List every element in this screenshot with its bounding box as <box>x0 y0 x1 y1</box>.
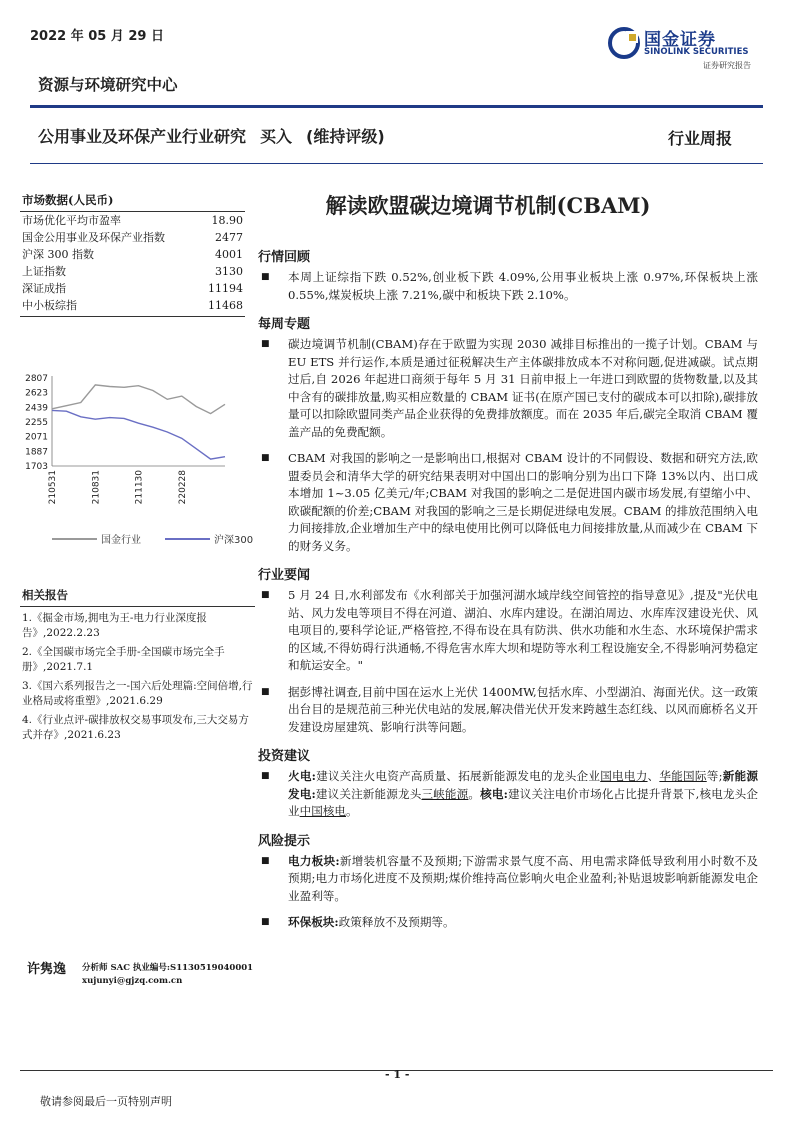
y-tick-label: 2255 <box>25 418 48 428</box>
market-label: 沪深 300 指数 <box>22 248 94 261</box>
y-tick-label: 2623 <box>25 388 48 399</box>
topic-paragraph <box>258 450 758 555</box>
x-tick-label: 210831 <box>91 470 102 505</box>
section-heading-invest: 投资建议 <box>258 749 311 764</box>
paragraph-text <box>288 853 758 906</box>
risk-paragraph <box>258 914 758 932</box>
nuclear-end: 。 <box>346 804 358 818</box>
bullet-icon: ■ <box>261 686 270 697</box>
new-energy-text: 建议关注新能源龙头 <box>315 786 422 801</box>
rating-note: (维持评级) <box>306 127 385 146</box>
market-row <box>20 246 245 263</box>
report-title: 解读欧盟碳边境调节机制(CBAM) <box>325 193 651 218</box>
related-item[interactable]: 3.《国六系列报告之一-国六后处理篇:空间倍增,行业格局或将重塑》,2021.6.29 <box>22 680 253 707</box>
chart-legend <box>52 531 253 546</box>
paragraph-text: 本周上证综指下跌 0.52%,创业板下跌 4.09%,公用事业板块上涨 0.97%,环保板块上涨 0.55%,煤炭板块上涨 7.21%,碳中和板块下跌 2.10%。 <box>288 270 758 302</box>
fire-end: 等; <box>706 769 723 783</box>
paragraph-text <box>288 768 758 821</box>
market-data-panel <box>20 190 245 317</box>
legend-label-industry: 国金行业 <box>101 535 141 546</box>
legend-label-hs300: 沪深300 <box>214 535 254 546</box>
market-label: 深证成指 <box>22 282 66 295</box>
x-tick-label: 210531 <box>48 470 58 505</box>
related-item[interactable]: 2.《全国碳市场完全手册-全国碳市场完全手册》,2021.7.1 <box>22 646 225 673</box>
logo-sub: 证券研究报告 <box>703 61 751 70</box>
logo-en: SINOLINK SECURITIES <box>644 47 749 57</box>
market-data-end <box>20 316 245 317</box>
market-row <box>20 212 245 229</box>
risk-paragraph <box>258 853 758 906</box>
page-number: - 1 - <box>385 1068 410 1081</box>
paragraph-text: CBAM 对我国的影响之一是影响出口,根据对 CBAM 设计的不同假设、数据和研究方法,欧盟委员会和清华大学的研究结果表明对中国出口的影响分别为出口下降 13%以内、出口成本增加 1~3.05 亿美元/年;CBAM 对我国的影响之二是促进国内碳市场发展,有望缩小中、欧碳配额的价差;CBAM 对我国的影响之三是长期促进绿电发展。CBAM 的排放范围纳入电力间接排放,企业增加生产中的绿电使用比例可以降低电力间接排放量,从而减少在 CBAM 下的财务义务。 <box>288 451 758 553</box>
topic-paragraph <box>258 336 758 441</box>
market-data-title: 市场数据(人民币) <box>20 190 245 212</box>
author-email[interactable]: xujunyi@gjzq.com.cn <box>82 976 183 986</box>
market-value: 11468 <box>208 299 243 312</box>
research-center: 资源与环境研究中心 <box>38 75 178 94</box>
bullet-icon: ■ <box>261 453 270 463</box>
related-item[interactable]: 1.《掘金市场,拥电为王-电力行业深度报告》,2022.2.23 <box>22 612 207 639</box>
bullet-icon: ■ <box>261 855 270 866</box>
separator: 、 <box>647 769 660 783</box>
section-heading-topic: 每周专题 <box>258 317 311 332</box>
header-divider <box>30 105 763 108</box>
disclaimer: 敬请参阅最后一页特别声明 <box>40 1095 172 1108</box>
market-row <box>20 280 245 297</box>
x-tick-label: 211130 <box>134 470 145 505</box>
legend-swatch-industry <box>52 538 97 540</box>
series-line-hs300 <box>52 410 225 459</box>
paragraph-text: 5 月 24 日,水利部发布《水利部关于加强河湖水域岸线空间管控的指导意见》,提及"光伏电站、风力发电等项目不得在河道、湖泊、水库内建设。在湖泊周边、水库库汊建设光伏、风电项目的,要科学论证,严格管控,不得布设在具有防洪、供水功能和水生态、水环境保护需求的区域,不得妨碍行洪通畅,不得危害水库大坝和堤防等水利工程设施安全,不得影响河势稳定和航运安全。" <box>288 588 758 672</box>
related-reports <box>20 585 255 743</box>
company-link[interactable]: 华能国际 <box>659 769 707 783</box>
series-line-industry <box>52 385 225 414</box>
related-title: 相关报告 <box>20 585 255 607</box>
nuclear-text: 建议关注电价市场化占比提升背景下,核电龙头企业 <box>288 786 758 818</box>
section-heading-risk: 风险提示 <box>258 833 311 849</box>
bullet-icon: ■ <box>261 917 270 927</box>
market-label: 市场优化平均市盈率 <box>22 214 121 227</box>
paragraph-text: 碳边境调节机制(CBAM)存在于欧盟为实现 2030 减排目标推出的一揽子计划。CBAM 与 EU ETS 并行运作,本质是通过征税解决生产主体碳排放成本不对称问题,促进减碳。试点期过后,自 2026 年起进口商须于每年 5 月 31 日前申报上一年进口到欧盟的货物数量,以及其中含有的碳排放量,购买相应数量的 CBAM 证书(在原产国已支付的碳成本可以扣除),碳排放量可以扣除欧盟同类产品企业获得的免费排放额度。而在 2035 年后,碳完全取消 CBAM 覆盖产品的免费配额。 <box>288 337 758 439</box>
y-tick-label: 2071 <box>25 432 48 443</box>
y-tick-label: 2439 <box>25 403 48 414</box>
company-link[interactable]: 中国核电 <box>299 804 346 818</box>
paragraph-text: 据彭博社调查,目前中国在运水上光伏 1400MW,包括水库、小型湖泊、海面光伏。这一政策出台目的是规范前三种光伏电站的发展,解决借光伏开发来跨越生态红线、以风而廊桥名义开发建设房屋建筑、影响行洪等问题。 <box>288 684 758 734</box>
industry-name: 公用事业及环保产业行业研究 <box>38 127 247 146</box>
rating: 买入 <box>260 127 293 146</box>
x-tick-label: 220228 <box>177 470 188 505</box>
report-date: 2022 年 05 月 29 日 <box>30 29 164 44</box>
news-paragraph <box>258 684 758 737</box>
report-type: 行业周报 <box>668 129 733 148</box>
fire-label: 火电: <box>288 769 316 783</box>
market-value: 4001 <box>215 248 243 261</box>
y-tick-label: 2807 <box>25 374 48 384</box>
fire-text: 建议关注火电资产高质量、拓展新能源发电的龙头企业 <box>315 769 601 783</box>
env-label: 环保板块: <box>288 915 339 929</box>
nuclear-label: 核电: <box>480 786 508 801</box>
bullet-icon: ■ <box>261 272 270 282</box>
legend-swatch-hs300 <box>165 538 210 540</box>
industry-headline <box>38 124 399 147</box>
section-heading-news: 行业要闻 <box>258 568 311 583</box>
market-row <box>20 297 245 314</box>
company-link[interactable]: 三峡能源 <box>421 786 469 801</box>
power-text: 新增装机容量不及预期;下游需求景气度不高、用电需求降低导致利用小时数不及预期;电力市场化进度不及预期;煤价维持高位影响火电企业盈利;补贴退坡影响新能源发电企业盈利等。 <box>288 853 758 903</box>
market-value: 11194 <box>208 282 243 295</box>
bullet-icon: ■ <box>261 590 270 600</box>
new-energy-label: 新能源发电: <box>288 769 758 801</box>
logo-icon <box>608 27 640 59</box>
author-info <box>82 962 253 988</box>
bullet-icon: ■ <box>261 771 270 781</box>
y-tick-label: 1887 <box>25 447 48 458</box>
related-item[interactable]: 4.《行业点评-碳排放权交易事项发布,三大交易方式并存》,2021.6.23 <box>22 714 249 741</box>
market-row <box>20 229 245 246</box>
header-bottom-divider <box>30 163 763 164</box>
bullet-icon: ■ <box>261 339 270 349</box>
main-content <box>258 246 758 941</box>
market-label: 国金公用事业及环保产业指数 <box>22 231 165 244</box>
review-paragraph <box>258 269 758 304</box>
market-row <box>20 263 245 280</box>
author-cert: 分析师 SAC 执业编号:S1130519040001 <box>82 963 254 973</box>
market-label: 上证指数 <box>22 265 66 278</box>
news-paragraph <box>258 587 758 675</box>
market-label: 中小板综指 <box>22 299 77 312</box>
index-chart <box>20 370 230 535</box>
env-text: 政策释放不及预期等。 <box>338 915 455 929</box>
power-label: 电力板块: <box>288 853 340 868</box>
new-energy-end: 。 <box>468 786 481 801</box>
paragraph-text <box>288 914 758 932</box>
market-value: 2477 <box>215 231 243 244</box>
company-logo <box>608 23 758 73</box>
company-link[interactable]: 国电电力 <box>600 769 648 783</box>
invest-paragraph <box>258 768 758 821</box>
market-value: 18.90 <box>211 214 243 227</box>
y-tick-label: 1703 <box>25 462 48 472</box>
logo-cn: 国金证券 <box>644 30 716 50</box>
section-heading-review: 行情回顾 <box>258 250 311 265</box>
author-name: 许隽逸 <box>27 962 67 977</box>
market-value: 3130 <box>215 265 243 278</box>
